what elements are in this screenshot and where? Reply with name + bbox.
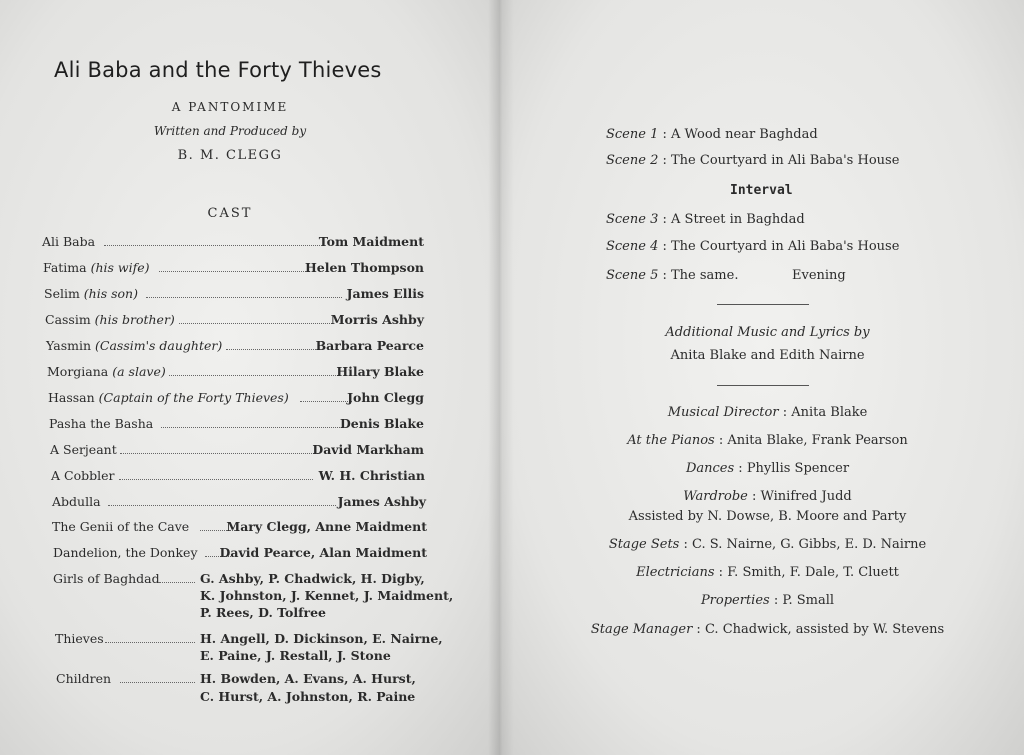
credit-line: Electricians : F. Smith, F. Dale, T. Cluett bbox=[636, 565, 899, 580]
cast-role: Dandelion, the Donkey bbox=[53, 545, 198, 560]
cast-actor: David Pearce, Alan Maidment bbox=[219, 545, 427, 560]
credit-line: Properties : P. Small bbox=[700, 593, 835, 608]
cast-actor: W. H. Christian bbox=[318, 468, 425, 483]
cast-actor: Denis Blake bbox=[339, 416, 424, 431]
credit-line: Stage Manager : C. Chadwick, assisted by W. Stevens bbox=[590, 622, 945, 637]
leader-dots bbox=[104, 245, 320, 246]
divider-rule bbox=[717, 385, 809, 386]
cast-role: Selim (his son) bbox=[44, 286, 138, 301]
cast-row bbox=[53, 545, 427, 565]
group-row-girls bbox=[53, 571, 199, 591]
cast-role: Hassan (Captain of the Forty Thieves) bbox=[48, 390, 289, 405]
cast-actor: James Ashby bbox=[337, 494, 426, 509]
cast-actor: Barbara Pearce bbox=[315, 338, 424, 353]
cast-row bbox=[52, 494, 426, 514]
scene-row: Scene 3 : A Street in Baghdad bbox=[606, 212, 805, 227]
written-by-label: Written and Produced by bbox=[153, 124, 307, 138]
credit-line: At the Pianos : Anita Blake, Frank Pearson bbox=[627, 433, 908, 448]
cast-row bbox=[47, 364, 424, 384]
credit-line: Stage Sets : C. S. Nairne, G. Gibbs, E. D. Nairne bbox=[608, 537, 927, 552]
cast-role: Yasmin (Cassim's daughter) bbox=[46, 338, 223, 353]
group-actors-line: C. Hurst, A. Johnston, R. Paine bbox=[200, 689, 416, 704]
cast-actor: Tom Maidment bbox=[318, 234, 424, 249]
programme-subtitle: A PANTOMIME bbox=[171, 100, 289, 114]
cast-row bbox=[50, 442, 424, 462]
scene-row: Scene 1 : A Wood near Baghdad bbox=[606, 127, 818, 142]
cast-actor: Mary Clegg, Anne Maidment bbox=[226, 519, 427, 534]
cast-role: Morgiana (a slave) bbox=[47, 364, 166, 379]
scene-row: Scene 4 : The Courtyard in Ali Baba's House bbox=[606, 239, 900, 254]
cast-row bbox=[45, 312, 424, 332]
page-fold bbox=[488, 0, 514, 755]
cast-role: Fatima (his wife) bbox=[43, 260, 150, 275]
group-actors-line: G. Ashby, P. Chadwick, H. Digby, bbox=[200, 571, 425, 586]
group-actors-line: H. Bowden, A. Evans, A. Hurst, bbox=[200, 671, 416, 686]
interval-label: Interval bbox=[730, 183, 793, 198]
cast-row bbox=[42, 234, 424, 254]
right-page bbox=[500, 0, 1024, 755]
scene-5-time: Evening bbox=[792, 268, 846, 283]
cast-actor: Morris Ashby bbox=[330, 312, 424, 327]
scene-row: Scene 5 : The same. bbox=[606, 268, 739, 283]
producer-name: B. M. CLEGG bbox=[177, 148, 283, 163]
leader-dots bbox=[159, 582, 195, 583]
group-actors-line: P. Rees, D. Tolfree bbox=[200, 605, 326, 620]
wardrobe-assist: Assisted by N. Dowse, B. Moore and Party bbox=[628, 509, 907, 524]
music-names: Anita Blake and Edith Nairne bbox=[670, 348, 865, 363]
cast-row bbox=[49, 416, 424, 436]
cast-actor: James Ellis bbox=[346, 286, 424, 301]
cast-actor: Helen Thompson bbox=[304, 260, 424, 275]
credit-line: Musical Director : Anita Blake bbox=[667, 405, 868, 420]
leader-dots bbox=[120, 453, 318, 454]
leader-dots bbox=[120, 682, 195, 683]
cast-row bbox=[52, 519, 427, 539]
cast-role: Ali Baba bbox=[42, 234, 96, 249]
leader-dots bbox=[105, 642, 195, 643]
leader-dots bbox=[179, 323, 332, 324]
group-actors-line: H. Angell, D. Dickinson, E. Nairne, bbox=[200, 631, 443, 646]
cast-role: A Serjeant bbox=[50, 442, 117, 457]
leader-dots bbox=[161, 427, 344, 428]
programme-title: Ali Baba and the Forty Thieves bbox=[54, 58, 382, 82]
cast-actor: David Markham bbox=[312, 442, 424, 457]
cast-row bbox=[43, 260, 424, 280]
leader-dots bbox=[159, 271, 310, 272]
scene-row: Scene 2 : The Courtyard in Ali Baba's House bbox=[606, 153, 900, 168]
cast-heading: CAST bbox=[207, 206, 253, 221]
leader-dots bbox=[146, 297, 342, 298]
cast-row bbox=[44, 286, 424, 306]
leader-dots bbox=[300, 401, 352, 402]
group-row-children bbox=[56, 671, 199, 691]
credit-line: Dances : Phyllis Spencer bbox=[685, 461, 850, 476]
leader-dots bbox=[226, 349, 320, 350]
divider-rule bbox=[717, 304, 809, 305]
cast-actor: John Clegg bbox=[347, 390, 424, 405]
leader-dots bbox=[108, 505, 336, 506]
cast-row bbox=[46, 338, 424, 358]
cast-role: Cassim (his brother) bbox=[45, 312, 175, 327]
cast-row bbox=[51, 468, 425, 488]
group-role: Girls of Baghdad bbox=[53, 571, 160, 586]
cast-role: The Genii of the Cave bbox=[52, 519, 190, 534]
cast-role: Pasha the Basha bbox=[49, 416, 154, 431]
group-actors-line: E. Paine, J. Restall, J. Stone bbox=[200, 648, 391, 663]
leader-dots bbox=[169, 375, 338, 376]
cast-row bbox=[48, 390, 424, 410]
music-label: Additional Music and Lyrics by bbox=[665, 325, 870, 340]
cast-role: A Cobbler bbox=[51, 468, 115, 483]
leader-dots bbox=[119, 479, 313, 480]
cast-role: Abdulla bbox=[52, 494, 101, 509]
group-row-thieves bbox=[55, 631, 199, 651]
group-actors-line: K. Johnston, J. Kennet, J. Maidment, bbox=[200, 588, 454, 603]
credit-line: Wardrobe : Winifred Judd bbox=[683, 489, 852, 504]
group-role: Children bbox=[56, 671, 112, 686]
group-role: Thieves bbox=[55, 631, 104, 646]
cast-actor: Hilary Blake bbox=[336, 364, 424, 379]
